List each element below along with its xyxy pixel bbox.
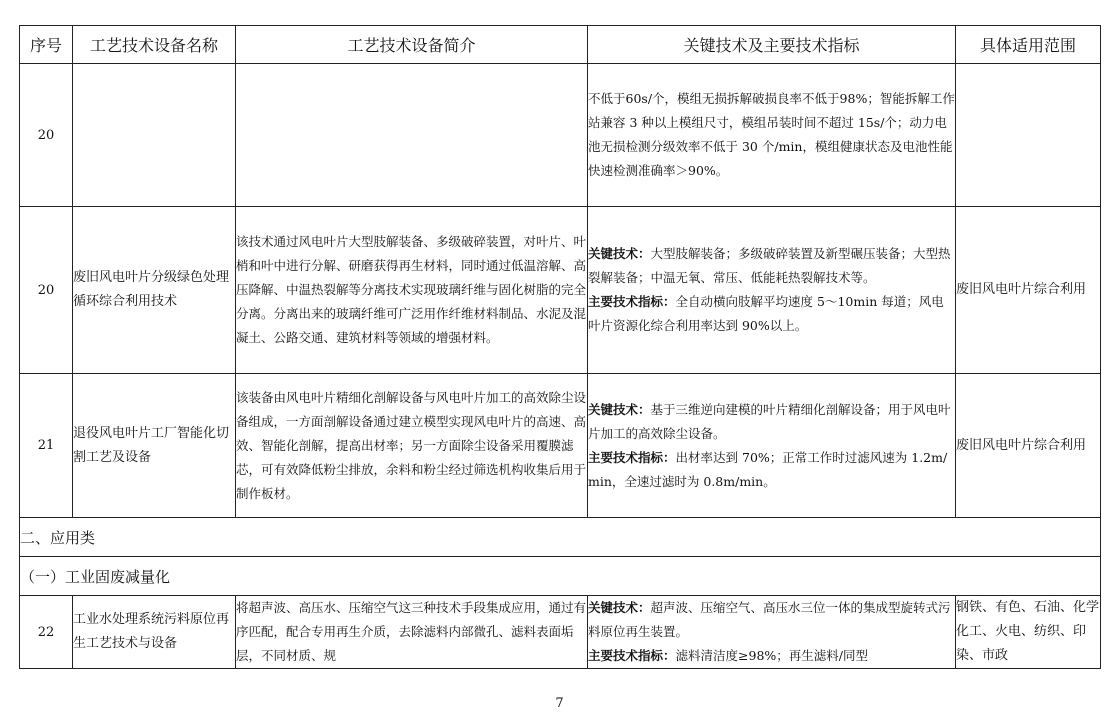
- header-no: 序号: [20, 26, 73, 64]
- row-number: 22: [20, 596, 73, 669]
- header-intro: 工艺技术设备简介: [236, 26, 588, 64]
- header-name: 工艺技术设备名称: [73, 26, 236, 64]
- section-row: [20, 518, 1101, 557]
- table-row: [20, 374, 1101, 518]
- row-number: 21: [20, 374, 73, 518]
- row-scope: [956, 64, 1101, 207]
- table-row: [20, 207, 1101, 374]
- row-name: [73, 64, 236, 207]
- key-tech-text: 超声波、压缩空气、高压水三位一体的集成型旋转式污料原位再生装置。: [588, 600, 951, 639]
- row-intro-text: 该装备由风电叶片精细化剖解设备与风电叶片加工的高效除尘设备组成，一方面剖解设备通过建立模型实现风电叶片的高速、高效、智能化剖解，提高出材率；另一方面除尘设备采用覆膜滤芯，可有效降低粉尘排放，余料和粉尘经过筛选机构收集后用于制作板材。: [236, 389, 587, 501]
- row-name: [73, 596, 236, 669]
- page-number: 7: [555, 696, 564, 711]
- main-index-label: 主要技术指标：: [588, 294, 676, 309]
- row-intro-text: 将超声波、高压水、压缩空气这三种技术手段集成应用，通过有序匹配，配合专用再生介质，去除滤料内部微孔、滤料表面垢层，不同材质、规: [236, 600, 587, 663]
- table-row: [20, 64, 1101, 207]
- row-number: 20: [20, 64, 73, 207]
- row-intro: [236, 596, 588, 669]
- row-intro: [236, 374, 588, 518]
- key-tech-label: 关键技术：: [588, 401, 651, 417]
- header-scope: 具体适用范围: [956, 26, 1101, 64]
- key-tech-text: 基于三维逆向建模的叶片精细化剖解设备；用于风电叶片加工的高效除尘设备。: [588, 401, 951, 441]
- row-intro-text: 该技术通过风电叶片大型肢解装备、多级破碎装置，对叶片、叶梢和叶中进行分解、研磨获得再生材料，同时通过低温溶解、高压降解、中温热裂解等分离技术实现玻璃纤维与固化树脂的完全分离。分离出来的玻璃纤维可广泛用作纤维材料制品、水泥及混凝土、公路交通、建筑材料等领域的增强材料。: [236, 234, 587, 345]
- main-index-text: 出材率达到 70%；正常工作时过滤风速为 1.2m/min，全速过滤时为 0.8m/min。: [588, 449, 948, 489]
- subsection-row: [20, 557, 1101, 596]
- table-row: [20, 596, 1101, 669]
- row-name-text: 工业水处理系统污料原位再生工艺技术与设备: [73, 612, 230, 651]
- row-intro: [236, 207, 588, 374]
- main-index-text: 滤料清洁度≥98%；再生滤料/同型: [675, 648, 868, 663]
- row-key: [588, 596, 956, 669]
- table-header-row: [20, 26, 1101, 64]
- row-number: 20: [20, 207, 73, 374]
- row-key: [588, 374, 956, 518]
- row-name-text: 废旧风电叶片分级绿色处理循环综合利用技术: [73, 270, 230, 309]
- key-tech-label: 关键技术：: [588, 600, 651, 615]
- main-index-text: 全自动横向肢解平均速度 5～10min 每道；风电叶片资源化综合利用率达到 90%以上。: [588, 294, 944, 333]
- row-scope-text: 废旧风电叶片综合利用: [956, 282, 1087, 297]
- key-tech-label: 关键技术：: [588, 246, 651, 261]
- row-scope: [956, 207, 1101, 374]
- row-key-text: 不低于60s/个，模组无损拆解破损良率不低于98%；智能拆解工作站兼容 3 种以上模组尺寸，模组吊装时间不超过 15s/个；动力电池无损检测分级效率不低于 30 个/min，模组健康状态及电池性能快速检测准确率＞90%。: [588, 91, 955, 178]
- row-name: [73, 374, 236, 518]
- row-name-text: 退役风电叶片工厂智能化切割工艺及设备: [73, 425, 230, 465]
- row-key: [588, 64, 956, 207]
- header-key: 关键技术及主要技术指标: [588, 26, 956, 64]
- row-scope-text: 钢铁、有色、石油、化学化工、火电、纺织、印染、市政: [956, 600, 1100, 663]
- row-key: [588, 207, 956, 374]
- subsection-heading: （一）工业固废减量化: [20, 557, 1101, 596]
- main-index-label: 主要技术指标：: [588, 449, 676, 465]
- key-tech-text: 大型肢解装备；多级破碎装置及新型碾压装备；大型热裂解装备；中温无氧、常压、低能耗热裂解技术等。: [588, 246, 951, 285]
- row-scope: [956, 596, 1101, 669]
- row-scope: [956, 374, 1101, 518]
- row-intro: [236, 64, 588, 207]
- main-index-label: 主要技术指标：: [588, 648, 676, 663]
- row-scope-text: 废旧风电叶片综合利用: [956, 437, 1087, 453]
- row-name: [73, 207, 236, 374]
- technology-table: [19, 25, 1101, 669]
- section-heading: 二、应用类: [20, 518, 1101, 557]
